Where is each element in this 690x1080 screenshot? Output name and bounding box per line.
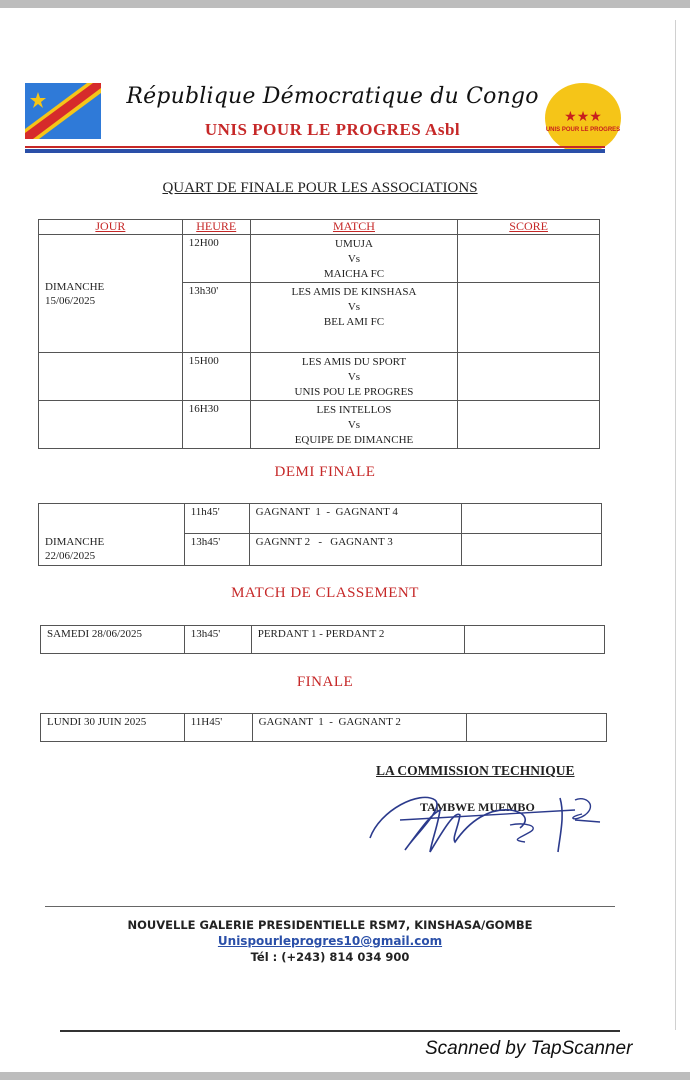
quarter-final-table — [38, 219, 600, 449]
time-cell: 13h30' — [182, 283, 250, 353]
score-cell — [465, 626, 605, 654]
association-name: UNIS POUR LE PROGRES Asbl — [204, 120, 461, 139]
table-row — [39, 504, 602, 534]
footer-phone: Tél : (+243) 814 034 900 — [250, 950, 410, 964]
day-date: 15/06/2025 — [45, 294, 96, 307]
match-cell — [250, 401, 458, 449]
team-away: MAICHA FC — [323, 268, 385, 280]
table-header-row — [39, 220, 600, 235]
time-cell: 16H30 — [182, 401, 250, 449]
match-cell: GAGNANT 1 - GAGNANT 4 — [249, 504, 462, 534]
signatory-name: TAMBWE MUEMBO — [420, 800, 535, 814]
table-row — [41, 626, 605, 654]
association-logo — [545, 83, 621, 153]
col-heure: HEURE — [182, 220, 250, 235]
time-cell: 13h45' — [184, 534, 249, 566]
vs-label: Vs — [347, 253, 361, 265]
final-table — [40, 713, 607, 742]
footer-address: NOUVELLE GALERIE PRESIDENTIELLE RSM7, KINSHASA/GOMBE — [127, 918, 533, 932]
col-score: SCORE — [458, 220, 600, 235]
match-cell — [250, 283, 458, 353]
match-cell: GAGNNT 2 - GAGNANT 3 — [249, 534, 462, 566]
day-cell: SAMEDI 28/06/2025 — [41, 626, 185, 654]
col-jour: JOUR — [39, 220, 183, 235]
vs-label: Vs — [347, 419, 361, 431]
table-row — [39, 401, 600, 449]
scan-top-border — [0, 0, 690, 8]
team-away: BEL AMI FC — [323, 316, 385, 328]
semi-final-table — [38, 503, 602, 566]
team-away: UNIS POU LE PROGRES — [294, 386, 414, 398]
score-cell — [467, 714, 607, 742]
team-home: LES INTELLOS — [316, 404, 392, 416]
time-cell: 13h45' — [184, 626, 251, 654]
logo-text: UNIS POUR LE PROGRES — [545, 126, 621, 133]
team-home: LES AMIS DE KINSHASA — [291, 286, 417, 298]
table-row — [41, 714, 607, 742]
classement-title: MATCH DE CLASSEMENT — [231, 585, 419, 601]
final-title: FINALE — [296, 674, 354, 690]
handwritten-signature — [360, 780, 620, 860]
day-cell — [39, 401, 183, 449]
runners-icon: ★★★ — [564, 108, 602, 125]
match-cell — [250, 235, 458, 283]
col-match: MATCH — [250, 220, 458, 235]
header-rule-blue — [25, 149, 605, 153]
score-cell — [458, 283, 600, 353]
vs-label: Vs — [347, 371, 361, 383]
footer-rule — [45, 906, 615, 907]
team-home: LES AMIS DU SPORT — [301, 356, 407, 368]
table-row — [39, 235, 600, 283]
score-cell — [462, 534, 602, 566]
time-cell: 11H45' — [184, 714, 252, 742]
vs-label: Vs — [347, 301, 361, 313]
day-cell — [39, 235, 183, 353]
time-cell: 12H00 — [182, 235, 250, 283]
republic-title: République Démocratique du Congo — [126, 84, 539, 109]
score-cell — [458, 235, 600, 283]
classement-table — [40, 625, 605, 654]
match-cell: GAGNANT 1 - GAGNANT 2 — [252, 714, 467, 742]
scanner-watermark: Scanned by TapScanner — [425, 1038, 633, 1059]
semi-final-title: DEMI FINALE — [274, 464, 376, 480]
day-date: 22/06/2025 — [45, 550, 96, 562]
page-edge — [675, 20, 676, 1030]
scan-bottom-border — [0, 1072, 690, 1080]
score-cell — [462, 504, 602, 534]
header-rule-red — [25, 146, 605, 148]
team-home: UMUJA — [335, 238, 373, 250]
drc-flag-icon — [25, 83, 101, 139]
day-cell — [39, 353, 183, 401]
commission-title: LA COMMISSION TECHNIQUE — [376, 763, 575, 778]
match-cell — [250, 353, 458, 401]
score-cell — [458, 401, 600, 449]
day-cell: LUNDI 30 JUIN 2025 — [41, 714, 185, 742]
table-row — [39, 353, 600, 401]
quarter-final-title: QUART DE FINALE POUR LES ASSOCIATIONS — [162, 180, 478, 196]
day-label: DIMANCHE — [45, 280, 105, 293]
time-cell: 15H00 — [182, 353, 250, 401]
time-cell: 11h45' — [184, 504, 249, 534]
footer-bottom-rule — [60, 1030, 620, 1032]
footer-email[interactable]: Unispourleprogres10@gmail.com — [217, 934, 443, 948]
day-label: DIMANCHE — [45, 536, 105, 548]
match-cell: PERDANT 1 - PERDANT 2 — [251, 626, 465, 654]
day-cell — [39, 504, 185, 566]
team-away: EQUIPE DE DIMANCHE — [294, 434, 414, 446]
score-cell — [458, 353, 600, 401]
